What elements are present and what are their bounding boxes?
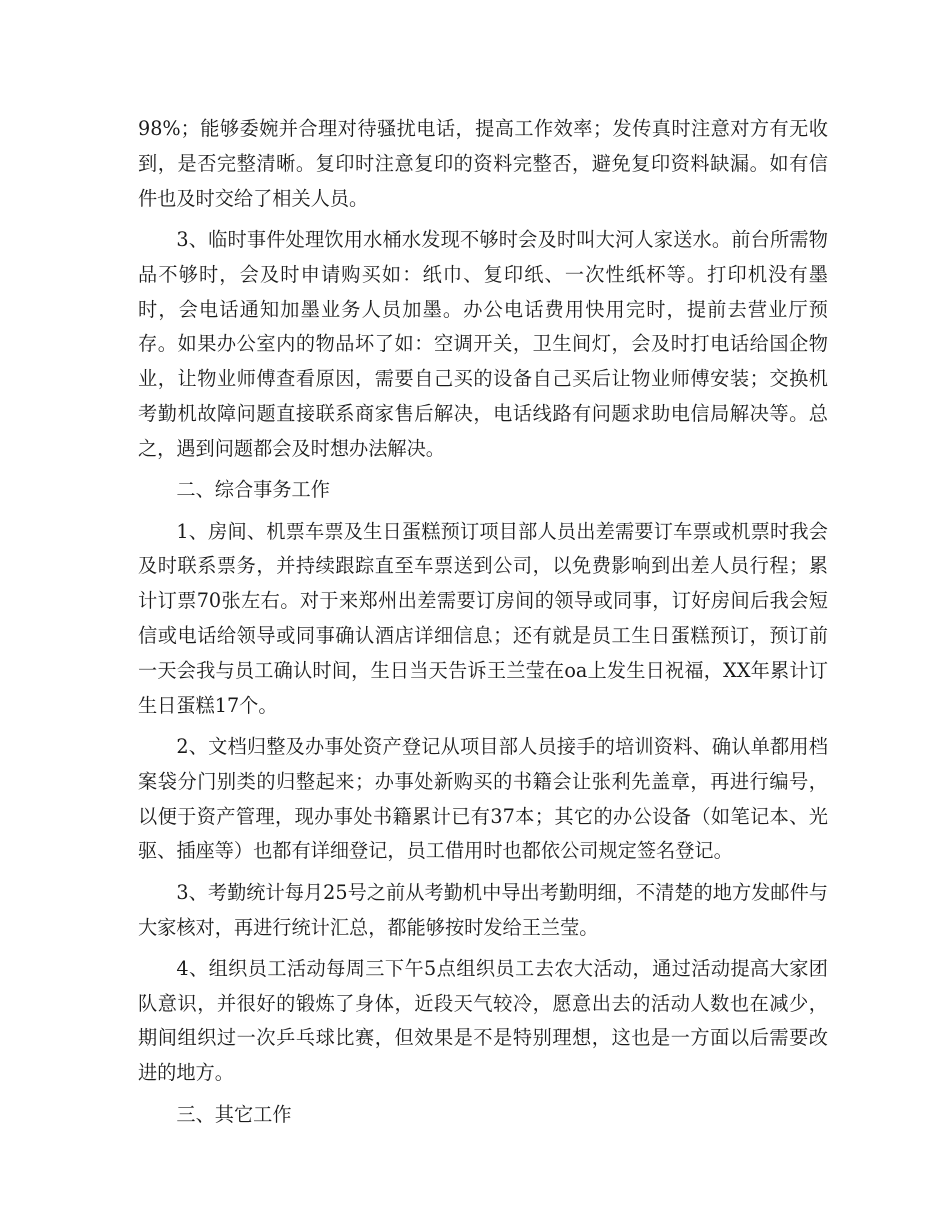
document-body <box>138 112 828 1139</box>
paragraph-temporary-events: 3、临时事件处理饮用水桶水发现不够时会及时叫大河人家送水。前台所需物品不够时，会及时申请购买如：纸巾、复印纸、一次性纸杯等。打印机没有墨时，会电话通知加墨业务人员加墨。办公电话费用快用完时，提前去营业厅预存。如果办公室内的物品坏了如：空调开关，卫生间灯，会及时打电话给国企物业，让物业师傅查看原因，需要自己买的设备自己买后让物业师傅安装；交换机考勤机故障问题直接联系商家售后解决，电话线路有问题求助电信局解决等。总之，遇到问题都会及时想办法解决。 <box>138 227 828 460</box>
paragraph-attendance: 3、考勤统计每月25号之前从考勤机中导出考勤明细，不清楚的地方发邮件与大家核对，再进行统计汇总，都能够按时发给王兰莹。 <box>138 880 828 939</box>
section-heading-other-work: 三、其它工作 <box>176 1102 292 1126</box>
paragraph-booking: 1、房间、机票车票及生日蛋糕预订项目部人员出差需要订车票或机票时我会及时联系票务，并持续跟踪直至车票送到公司，以免费影响到出差人员行程；累计订票70张左右。对于来郑州出差需要订房间的领导或同事，订好房间后我会短信或电话给领导或同事确认酒店详细信息；还有就是员工生日蛋糕预订，预订前一天会我与员工确认时间，生日当天告诉王兰莹在oa上发生日祝福，XX年累计订生日蛋糕17个。 <box>138 519 828 717</box>
paragraph-staff-activities: 4、组织员工活动每周三下午5点组织员工去农大活动，通过活动提高大家团队意识，并很好的锻炼了身体，近段天气较冷，愿意出去的活动人数也在减少，期间组织过一次乒乓球比赛，但效果是不是特别理想，这也是一方面以后需要改进的地方。 <box>138 956 828 1085</box>
section-heading-general-affairs: 二、综合事务工作 <box>176 478 330 502</box>
paragraph-document-filing: 2、文档归整及办事处资产登记从项目部人员接手的培训资料、确认单都用档案袋分门别类的归整起来；办事处新购买的书籍会让张利先盖章，再进行编号，以便于资产管理，现办事处书籍累计已有37本；其它的办公设备（如笔记本、光驱、插座等）也都有详细登记，员工借用时也都依公司规定签名登记。 <box>138 734 828 863</box>
paragraph-continuation: 98%；能够委婉并合理对待骚扰电话，提高工作效率；发传真时注意对方有无收到，是否完整清晰。复印时注意复印的资料完整否，避免复印资料缺漏。如有信件也及时交给了相关人员。 <box>138 117 828 210</box>
